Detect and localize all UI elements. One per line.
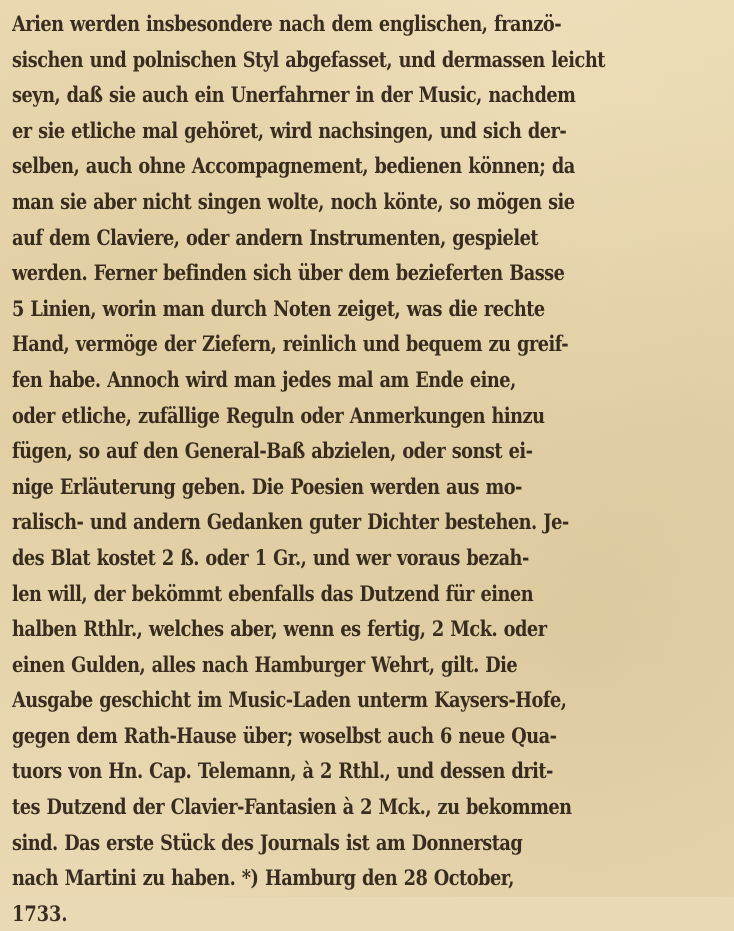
- text-line: gegen dem Rath-Hause über; woselbst auch 6 neue Qua-: [12, 722, 557, 748]
- text-line: sind. Das erste Stück des Journals ist am Donnerstag: [12, 829, 523, 855]
- text-line: nige Erläuterung geben. Die Poesien werden aus mo-: [12, 473, 522, 499]
- text-line: seyn, daß sie auch ein Unerfahrner in der Music, nachdem: [12, 82, 576, 108]
- text-line: tes Dutzend der Clavier-Fantasien à 2 Mck., zu bekommen: [12, 794, 572, 820]
- text-line: sischen und polnischen Styl abgefasset, und dermassen leicht: [12, 46, 605, 72]
- text-line: Hand, vermöge der Ziefern, reinlich und bequem zu greif-: [12, 331, 569, 357]
- text-line: des Blat kostet 2 ß. oder 1 Gr., und wer voraus bezah-: [12, 544, 529, 570]
- text-line: Arien werden insbesondere nach dem englischen, franzö-: [12, 11, 562, 36]
- text-line: 5 Linien, worin man durch Noten zeiget, was die rechte: [12, 295, 545, 321]
- text-line: werden. Ferner befinden sich über dem bezieferten Basse: [12, 260, 565, 286]
- text-line: halben Rthlr., welches aber, wenn es fertig, 2 Mck. oder: [12, 616, 547, 642]
- text-line: oder etliche, zufällige Reguln oder Anmerkungen hinzu: [12, 402, 545, 428]
- text-line: auf dem Claviere, oder andern Instrumenten, gespielet: [12, 224, 539, 250]
- text-line: fügen, so auf den General-Baß abzielen, oder sonst ei-: [12, 438, 533, 464]
- text-line: Ausgabe geschicht im Music-Laden unterm Kaysers-Hofe,: [12, 687, 567, 713]
- text-line: fen habe. Annoch wird man jedes mal am Ende eine,: [12, 366, 516, 392]
- article-text: [12, 6, 728, 931]
- date-line: 1733.: [12, 900, 68, 926]
- text-line: man sie aber nicht singen wolte, noch könte, so mögen sie: [12, 188, 575, 214]
- text-line: nach Martini zu haben. *) Hamburg den 28 October,: [12, 865, 514, 891]
- text-line: ralisch- und andern Gedanken guter Dichter bestehen. Je-: [12, 509, 569, 535]
- text-line: tuors von Hn. Cap. Telemann, à 2 Rthl., und dessen drit-: [12, 758, 553, 784]
- text-line: len will, der bekömmt ebenfalls das Dutzend für einen: [12, 580, 534, 606]
- text-line: einen Gulden, alles nach Hamburger Wehrt, gilt. Die: [12, 651, 518, 677]
- text-line: er sie etliche mal gehöret, wird nachsingen, und sich der-: [12, 117, 567, 143]
- text-line: selben, auch ohne Accompagnement, bedienen können; da: [12, 153, 575, 179]
